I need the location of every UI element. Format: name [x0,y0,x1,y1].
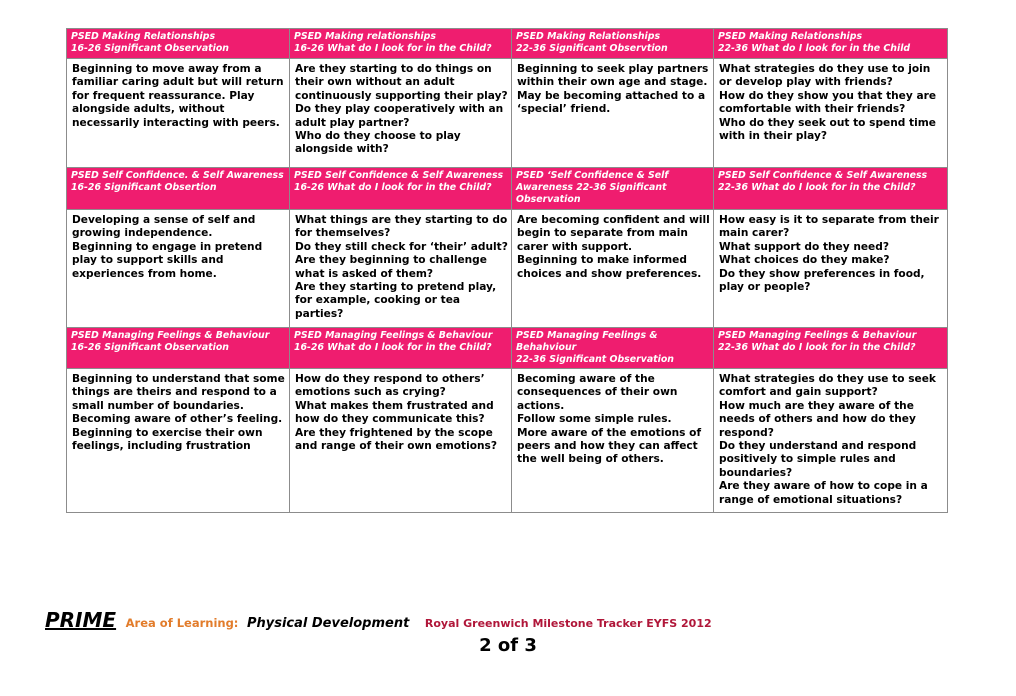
milestone-tracker-table [66,28,948,513]
header-cell [714,168,948,210]
area-of-learning-label: Area of Learning: [125,616,239,630]
header-row-managing-feelings [67,328,948,369]
header-text: PSED Self Confidence & Self Awareness 16-26 What do I look for in the Child? [294,170,504,193]
header-text: PSED Managing Feelings & Behaviour 22-36 What do I look for in the Child? [718,330,917,353]
content-cell [290,369,512,513]
header-text: PSED Making relationships 16-26 What do I look for in the Child? [294,31,492,54]
content-row-self-confidence [67,210,948,328]
content-cell [512,59,714,168]
prime-label: PRIME [45,608,117,632]
header-text: PSED Making Relationships 16-26 Significant Observation [71,31,229,54]
header-cell [714,328,948,369]
content-cell [714,369,948,513]
content-text: What strategies do they use to join or develop play with friends? How do they show you that they are comfortable with their friends? Who do they seek out to spend time with in their play? [719,63,937,143]
content-row-making-relationships [67,59,948,168]
content-text: Are they starting to do things on their own without an adult continuously supporting their play? Do they play cooperatively with an adult play partner? Who do they choose to play alongside with? [295,63,508,156]
header-text: PSED Managing Feelings & Behahviour 22-36 Significant Observation [516,330,674,365]
content-row-managing-feelings [67,369,948,513]
page-footer [45,608,985,632]
content-text: How easy is it to separate from their main carer? What support do they need? What choices do they make? Do they show preferences in food, play or people? [719,214,939,294]
header-text: PSED Self Confidence & Self Awareness 22-36 What do I look for in the Child? [718,170,928,193]
header-row-self-confidence [67,168,948,210]
content-text: Developing a sense of self and growing independence. Beginning to engage in pretend play to support skills and experiences from home. [72,214,263,280]
tracker-title: Royal Greenwich Milestone Tracker EYFS 2012 [424,617,712,630]
content-text: Beginning to move away from a familiar caring adult but will return for frequent reassurance. Play alongside adults, without necessarily interacting with peers. [72,63,284,129]
content-text: Beginning to understand that some things are theirs and respond to a small number of boundaries. Becoming aware of other’s feeling. Beginning to exercise their own feelings, including frustration [72,373,285,453]
header-cell [290,29,512,59]
header-row-making-relationships [67,29,948,59]
content-cell [290,210,512,328]
header-cell [714,29,948,59]
content-text: What strategies do they use to seek comfort and gain support? How much are they aware of the needs of others and how do they respond? Do they understand and respond positively to simple rules and boundaries? Are they aware of how to cope in a range of emotional situations? [719,373,936,506]
content-cell [67,210,290,328]
header-cell [512,328,714,369]
header-cell [67,328,290,369]
content-cell [512,210,714,328]
header-cell [67,29,290,59]
header-cell [512,168,714,210]
page-number: 2 of 3 [479,635,537,656]
content-cell [290,59,512,168]
content-cell [714,210,948,328]
header-text: PSED Making Relationships 22-36 What do I look for in the Child [718,31,911,54]
header-cell [512,29,714,59]
header-text: PSED Managing Feelings & Behaviour 16-26 Significant Observation [71,330,270,353]
area-name: Physical Development [246,616,410,631]
header-text: PSED ‘Self Confidence & Self Awareness 22-36 Significant Observation [516,170,669,205]
header-text: PSED Making Relationships 22-36 Significant Observtion [516,31,668,54]
content-cell [67,59,290,168]
header-cell [67,168,290,210]
header-text: PSED Self Confidence. & Self Awareness 16-26 Significant Obsertion [71,170,284,193]
content-text: Are becoming confident and will begin to separate from main carer with support. Beginning to make informed choices and show preferences. [517,214,710,280]
header-cell [290,168,512,210]
content-text: Becoming aware of the consequences of their own actions. Follow some simple rules. More aware of the emotions of peers and how they can affect the well being of others. [517,373,702,466]
content-text: Beginning to seek play partners within their own age and stage. May be becoming attached to a ‘special’ friend. [517,63,709,116]
content-cell [714,59,948,168]
content-text: How do they respond to others’ emotions such as crying? What makes them frustrated and how do they communicate this? Are they frightened by the scope and range of their own emotions? [295,373,498,453]
content-cell [512,369,714,513]
content-cell [67,369,290,513]
content-text: What things are they starting to do for themselves? Do they still check for ‘their’ adult? Are they beginning to challenge what is asked of them? Are they starting to pretend play, for example, cooking or tea parties? [295,214,508,320]
header-cell [290,328,512,369]
header-text: PSED Managing Feelings & Behaviour 16-26 What do I look for in the Child? [294,330,493,353]
